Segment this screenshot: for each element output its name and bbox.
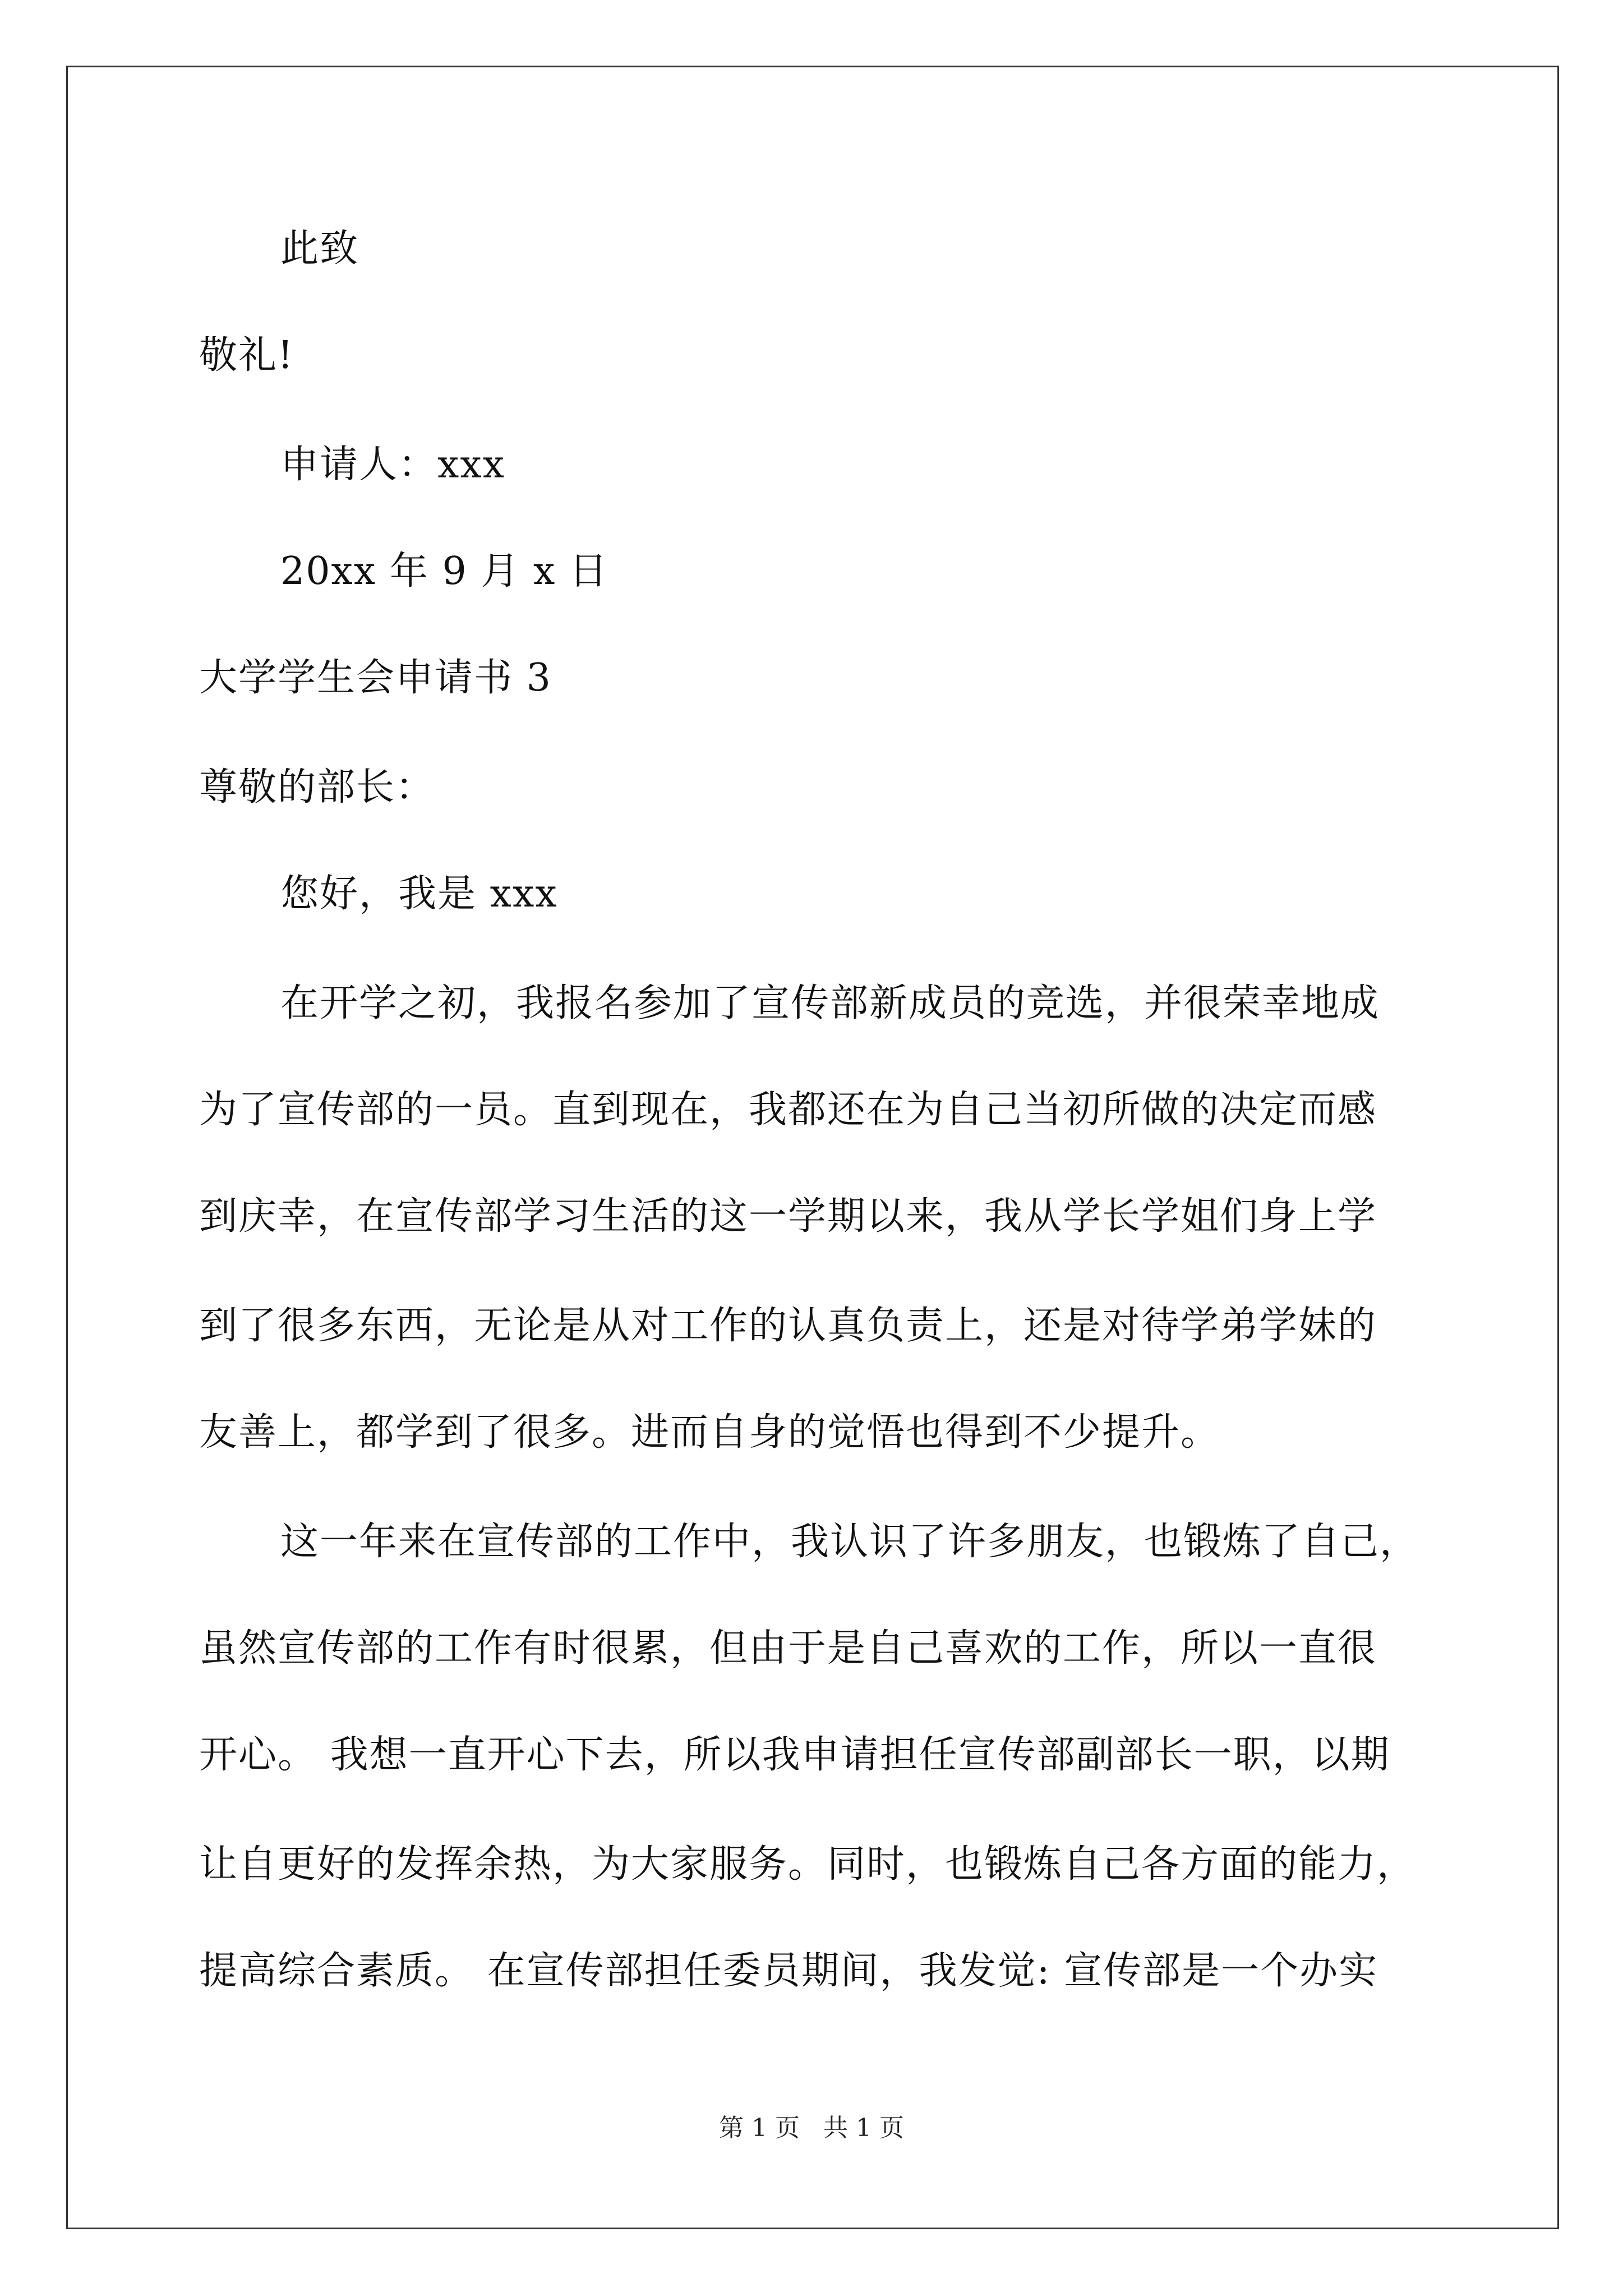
page-number-footer: 第 1 页 共 1 页 [719, 2114, 904, 2142]
page-border [66, 66, 1559, 2229]
applicant-line: 申请人：xxx [280, 443, 506, 487]
greeting-line: 尊敬的部长： [199, 765, 435, 809]
paragraph-line: 在开学之初，我报名参加了宣传部新成员的竞选，并很荣幸地成 [280, 981, 1380, 1025]
paragraph-line: 到庆幸，在宣传部学习生活的这一学期以来，我从学长学姐们身上学 [199, 1194, 1377, 1239]
paragraph-line: 开心。 我想一直开心下去，所以我申请担任宣传部副部长一职，以期 [199, 1733, 1390, 1777]
paragraph-line: 让自更好的发挥余热，为大家服务。同时，也锻炼自己各方面的能力， [199, 1842, 1417, 1887]
section-title: 大学学生会申请书 3 [199, 656, 552, 700]
paragraph-line: 这一年来在宣传部的工作中，我认识了许多朋友，也锻炼了自己， [280, 1520, 1419, 1564]
paragraph-line: 虽然宣传部的工作有时很累，但由于是自己喜欢的工作，所以一直很 [199, 1626, 1377, 1671]
salutation-line: 敬礼! [199, 333, 294, 378]
date-line: 20xx 年 9 月 x 日 [280, 549, 608, 593]
closing-line: 此致 [280, 227, 359, 271]
paragraph-line: 友善上，都学到了很多。进而自身的觉悟也得到不少提升。 [199, 1410, 1220, 1455]
paragraph-line: 到了很多东西，无论是从对工作的认真负责上，还是对待学弟学妹的 [199, 1304, 1377, 1348]
paragraph-line: 提高综合素质。 在宣传部担任委员期间，我发觉: 宣传部是一个办实 [199, 1949, 1378, 1993]
intro-line: 您好，我是 xxx [280, 872, 558, 916]
paragraph-line: 为了宣传部的一员。直到现在，我都还在为自己当初所做的决定而感 [199, 1088, 1377, 1132]
